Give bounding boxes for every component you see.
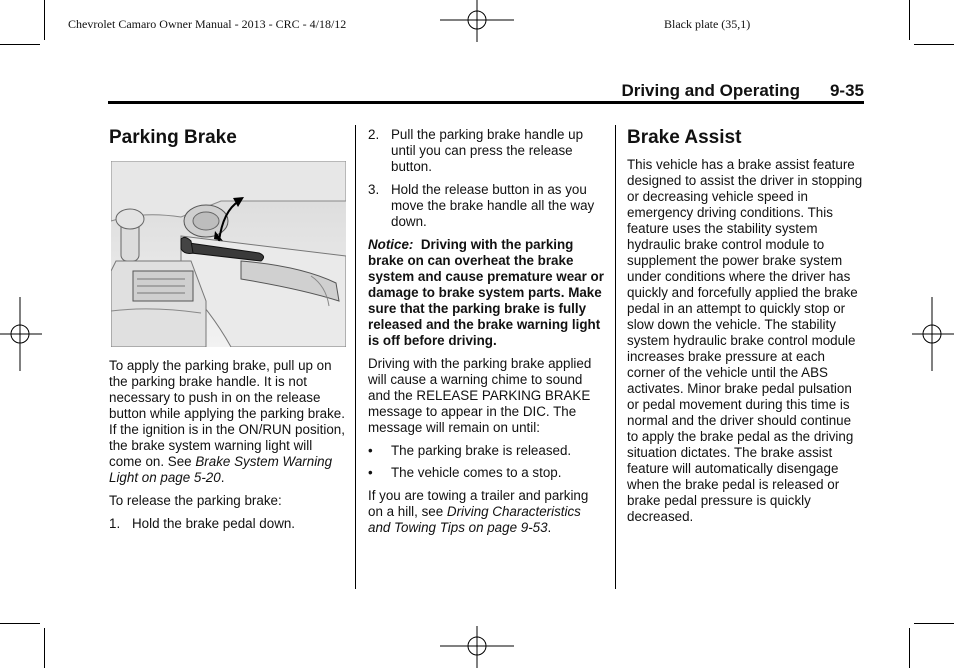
column-3 bbox=[627, 127, 865, 532]
header-rule bbox=[108, 101, 864, 104]
bullet-item: • The vehicle comes to a stop. bbox=[368, 465, 562, 480]
towing-text: If you are towing a trailer and parking on a hill, see Driving Characteristics and Towing Tips on page 9-53. bbox=[368, 488, 589, 535]
crop-mark bbox=[0, 44, 40, 45]
heading-brake-assist: Brake Assist bbox=[627, 127, 742, 148]
print-header-left: Chevrolet Camaro Owner Manual - 2013 - CRC - 4/18/12 bbox=[68, 17, 347, 31]
print-header-right: Black plate (35,1) bbox=[664, 17, 751, 31]
crop-mark bbox=[909, 628, 910, 668]
crop-mark bbox=[44, 628, 45, 668]
crop-mark bbox=[909, 0, 910, 40]
parking-brake-illustration bbox=[111, 161, 346, 347]
cross-reference: Driving Characteristics and Towing Tips on page 9-53 bbox=[368, 504, 581, 535]
notice-text: Notice: Driving with the parking brake on can overheat the brake system and cause premature wear or damage to brake system parts. Make sure that the parking brake is fully released and the brake warning light is off before driving. bbox=[368, 237, 604, 348]
step-1: 1. Hold the brake pedal down. bbox=[109, 516, 296, 531]
column-divider bbox=[355, 125, 356, 589]
section-header bbox=[621, 81, 864, 101]
bullet-item: • The parking brake is released. bbox=[368, 443, 572, 458]
crop-mark bbox=[0, 623, 40, 624]
warning-chime-text: Driving with the parking brake applied will cause a warning chime to sound and the RELEASE PARKING BRAKE message to appear in the DIC. The message will remain on until: bbox=[368, 356, 592, 435]
parking-brake-apply-text: To apply the parking brake, pull up on the parking brake handle. It is not necessary to push in on the release button while applying the parking brake. If the ignition is in the ON/RUN position, the brake system warning light will come on. See Brake System Warning Light on page 5-20. bbox=[109, 358, 345, 485]
release-intro-text: To release the parking brake: bbox=[109, 493, 282, 508]
registration-mark-bottom bbox=[440, 626, 514, 668]
section-title: Driving and Operating bbox=[621, 81, 800, 100]
page-number: 9-35 bbox=[829, 81, 864, 100]
registration-mark-right bbox=[912, 297, 954, 371]
column-divider bbox=[615, 125, 616, 589]
crop-mark bbox=[914, 44, 954, 45]
step-3: 3. Hold the release button in as you move the brake handle all the way down. bbox=[368, 182, 595, 229]
registration-mark-top bbox=[440, 0, 514, 42]
cross-reference: Brake System Warning Light on page 5-20 bbox=[109, 454, 333, 485]
column-2 bbox=[368, 127, 606, 543]
crop-mark bbox=[914, 623, 954, 624]
column-1 bbox=[109, 127, 346, 539]
heading-parking-brake: Parking Brake bbox=[109, 127, 237, 148]
crop-mark bbox=[44, 0, 45, 40]
step-2: 2. Pull the parking brake handle up until you can press the release button. bbox=[368, 127, 584, 174]
brake-assist-text: This vehicle has a brake assist feature designed to assist the driver in stopping or decreasing vehicle speed in emergency driving conditions. This feature uses the stability system hydraulic brake control module to supplement the power brake system under conditions where the driver has quickly and forcefully applied the brake pedal in an attempt to quickly stop or slow down the vehicle. The stability system hydraulic brake control module increases brake pressure at each corner of the vehicle until the ABS activates. Minor brake pedal pulsation or pedal movement during this time is normal and the driver should continue to apply the brake pedal as the driving situation dictates. The brake assist feature will automatically disengage when the brake pedal is released or brake pedal pressure is quickly decreased. bbox=[627, 157, 863, 524]
registration-mark-left bbox=[0, 297, 42, 371]
